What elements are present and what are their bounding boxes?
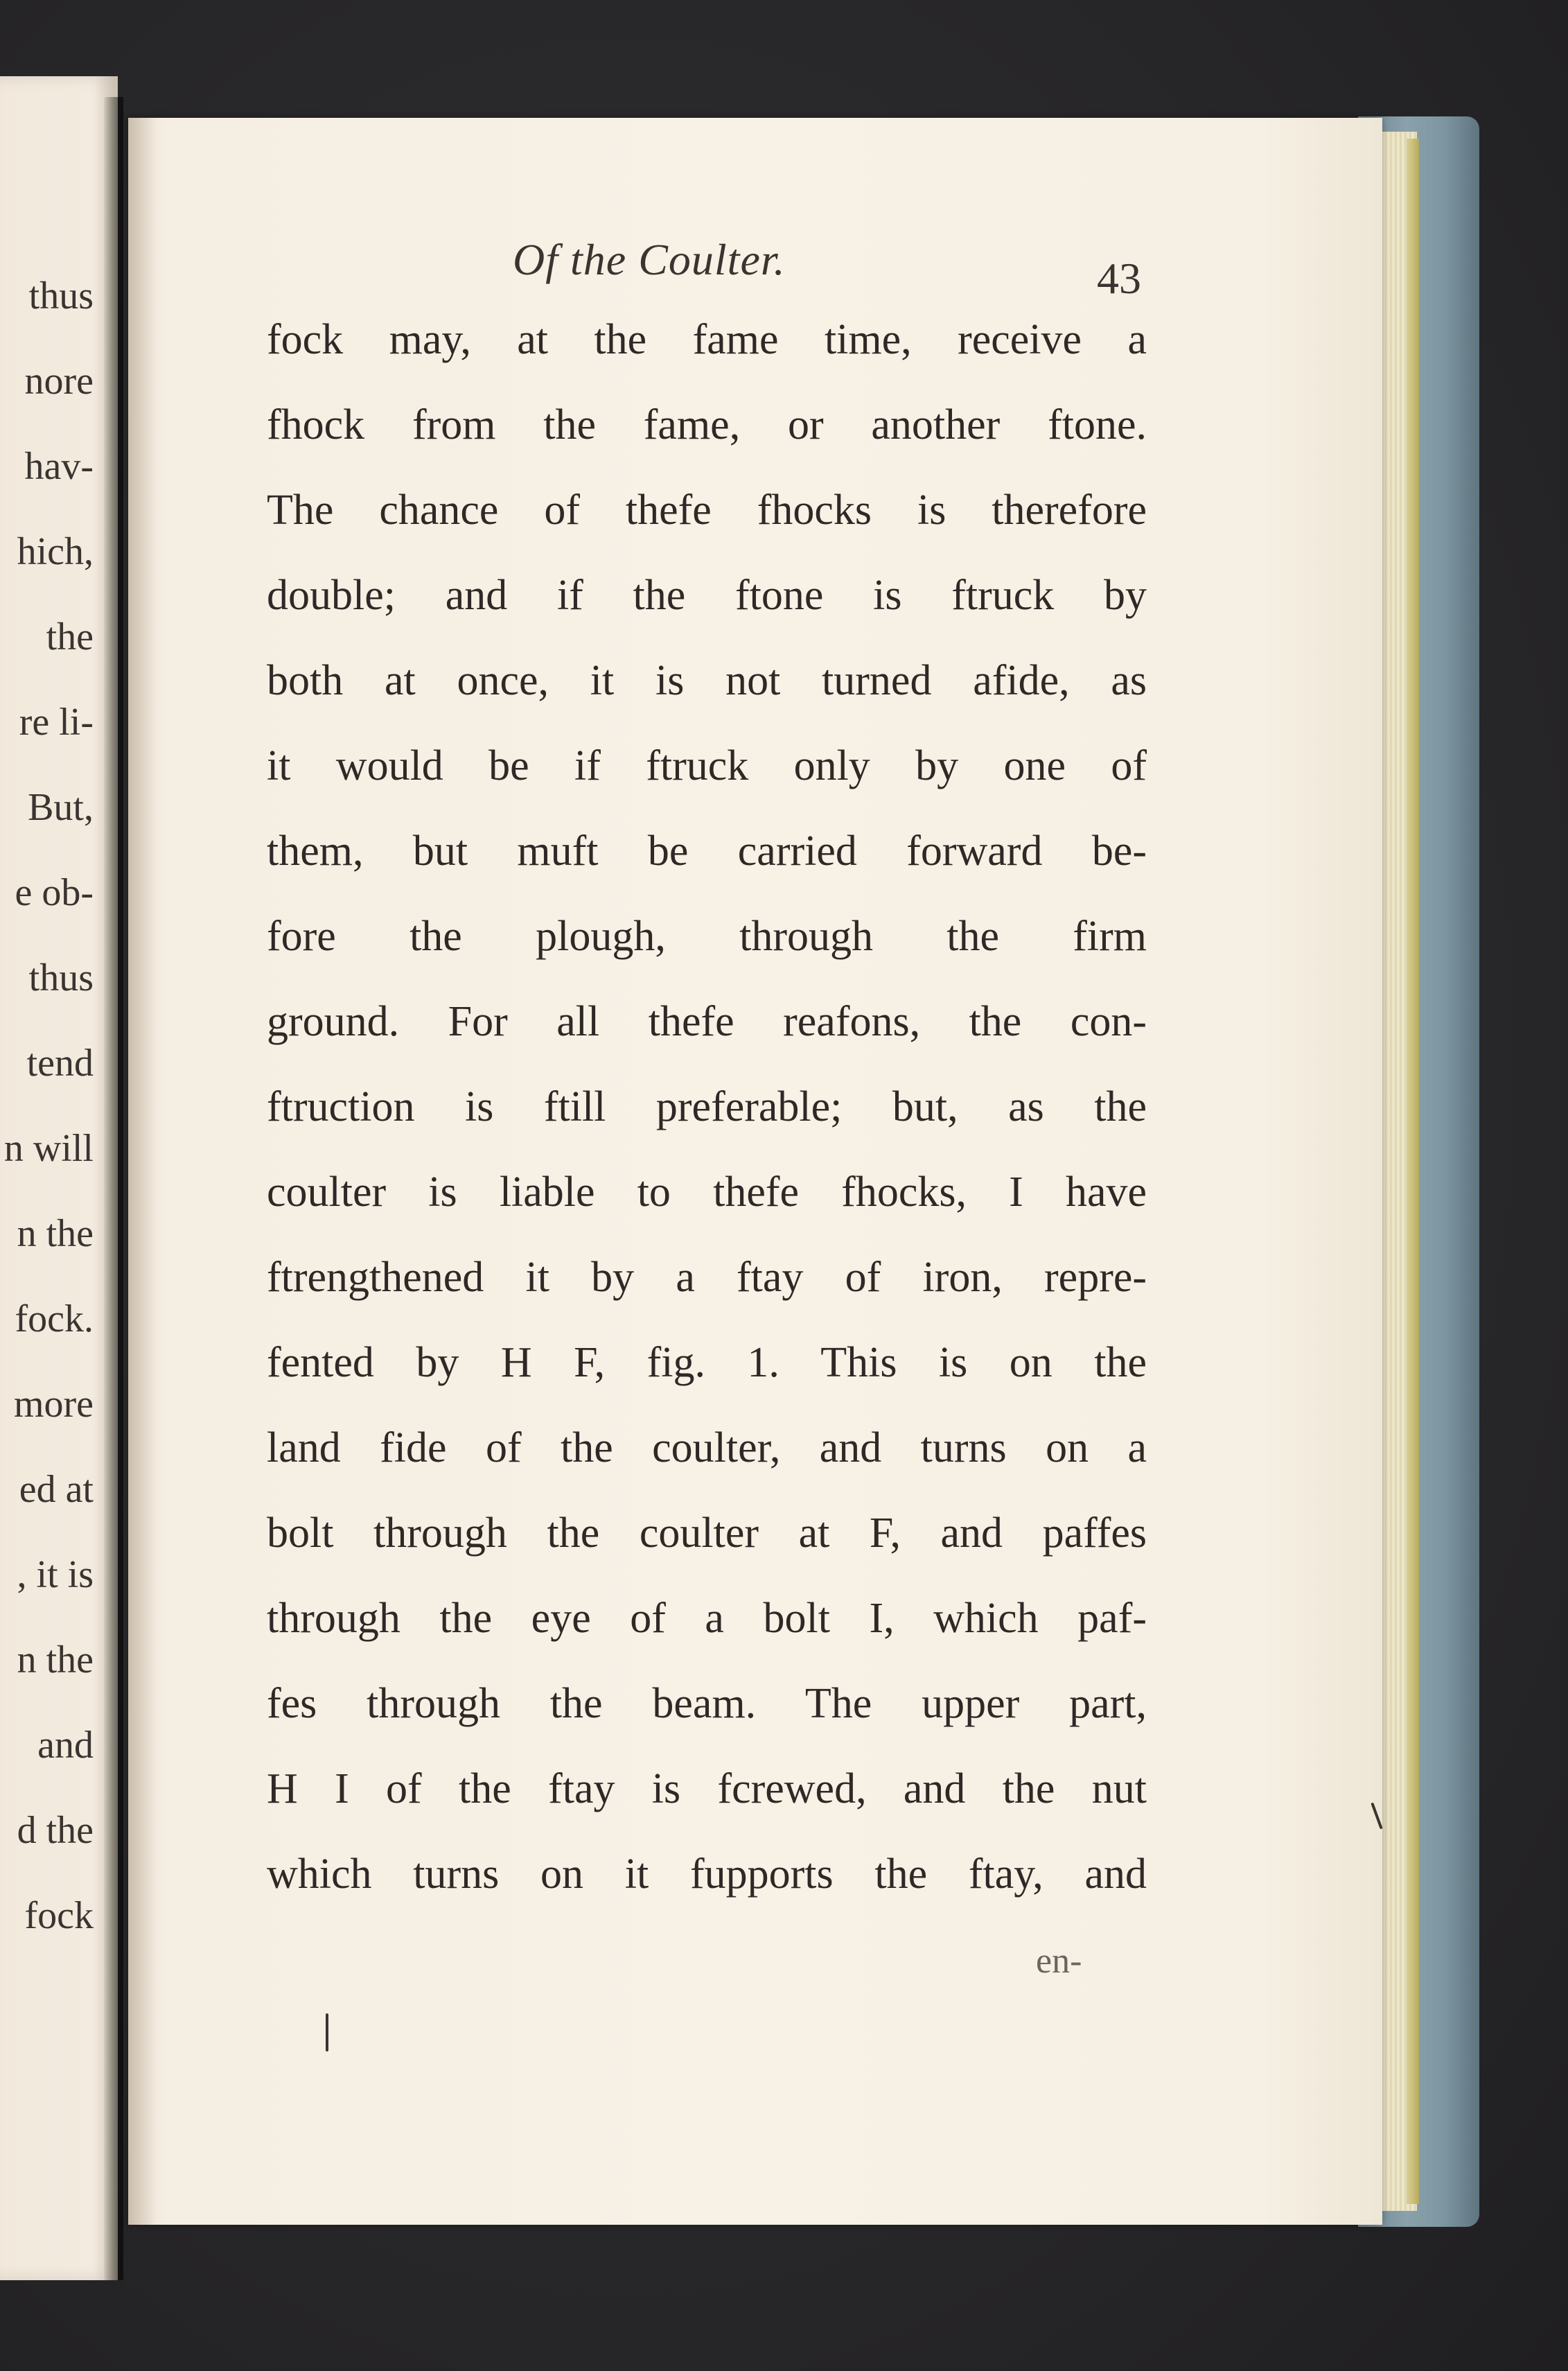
facing-line: But, <box>28 786 94 829</box>
text-line: ground. For all thefe reafons, the con- <box>267 998 1147 1045</box>
facing-line: , it is <box>17 1553 94 1596</box>
text-line: coulter is liable to thefe fhocks, I have <box>267 1169 1147 1216</box>
facing-line: nore <box>24 360 94 403</box>
facing-line: hich, <box>17 530 94 573</box>
facing-line: n the <box>17 1638 94 1681</box>
facing-line: the <box>46 615 94 658</box>
facing-line: ed at <box>19 1468 94 1511</box>
text-line: fock may, at the fame time, receive a <box>267 316 1147 363</box>
text-line: through the eye of a bolt I, which paf- <box>267 1595 1147 1642</box>
text-line: land fide of the coulter, and turns on a <box>267 1424 1147 1471</box>
text-line: ftrengthened it by a ftay of iron, repre- <box>267 1254 1147 1301</box>
gutter-shadow <box>104 97 123 2280</box>
catchword: en- <box>1036 1941 1082 1981</box>
text-line: bolt through the coulter at F, and paffes <box>267 1510 1147 1557</box>
ink-mark <box>326 2013 328 2051</box>
text-line: fore the plough, through the firm <box>267 913 1147 960</box>
page-gutter-shadow <box>128 118 156 2225</box>
facing-line: fock. <box>15 1297 94 1340</box>
facing-line: d the <box>17 1809 94 1852</box>
facing-line: n the <box>17 1212 94 1255</box>
facing-line: n will <box>3 1127 94 1170</box>
running-head: Of the Coulter. <box>513 235 786 284</box>
facing-line: and <box>37 1724 94 1767</box>
text-line: them, but muft be carried forward be- <box>267 828 1147 875</box>
text-line: ftruction is ftill preferable; but, as the <box>267 1083 1147 1130</box>
text-line: it would be if ftruck only by one of <box>267 742 1147 789</box>
facing-line: thus <box>28 274 94 317</box>
facing-line: thus <box>28 956 94 999</box>
facing-page <box>0 76 118 2280</box>
text-line: which turns on it fupports the ftay, and <box>267 1851 1147 1898</box>
facing-line: hav- <box>24 445 94 488</box>
facing-line: more <box>13 1383 94 1426</box>
gilt-page-edge <box>1407 139 1419 2204</box>
page-number: 43 <box>1097 254 1141 303</box>
text-line: both at once, it is not turned afide, as <box>267 657 1147 704</box>
text-line: fes through the beam. The upper part, <box>267 1680 1147 1727</box>
text-line: double; and if the ftone is ftruck by <box>267 572 1147 619</box>
facing-line: tend <box>26 1042 94 1085</box>
facing-line: re li- <box>19 701 94 744</box>
facing-line: fock <box>24 1894 94 1937</box>
text-line: fented by H F, fig. 1. This is on the <box>267 1339 1147 1386</box>
facing-line: e ob- <box>15 871 94 914</box>
text-line: H I of the ftay is fcrewed, and the nut <box>267 1765 1147 1812</box>
text-line: The chance of thefe fhocks is therefore <box>267 487 1147 534</box>
text-line: fhock from the fame, or another ftone. <box>267 401 1147 448</box>
